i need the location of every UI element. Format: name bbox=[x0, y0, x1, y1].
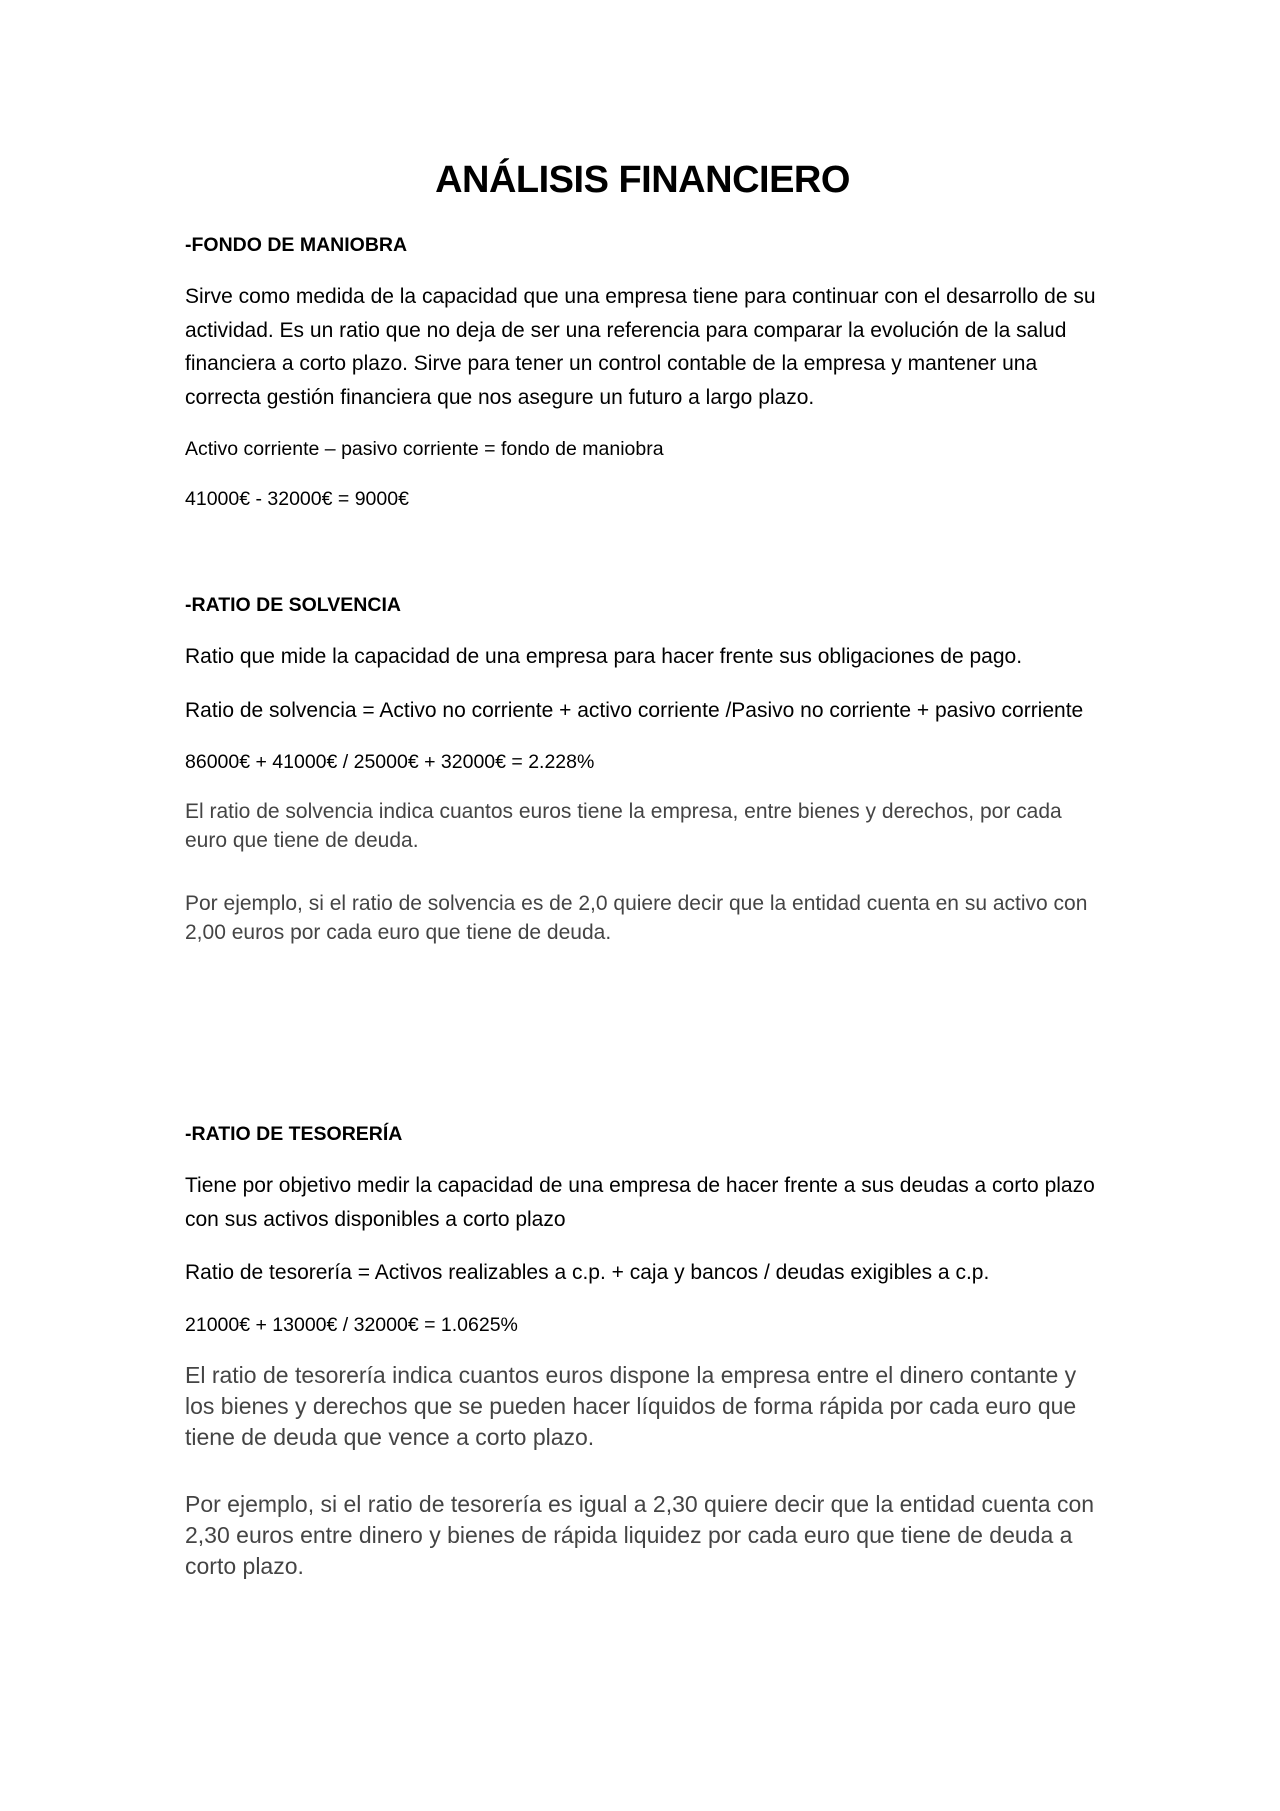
document-title: ANÁLISIS FINANCIERO bbox=[435, 159, 850, 201]
paragraph-explanation: El ratio de tesorería indica cuantos euros dispone la empresa entre el dinero contante y los bienes y derechos que se pueden hacer líquidos de forma rápida por cada euro que tiene de deuda que vence a corto plazo. bbox=[185, 1361, 1077, 1450]
section-heading: -RATIO DE TESORERÍA bbox=[185, 1123, 403, 1145]
section-fondo-de-maniobra bbox=[185, 230, 1100, 514]
spacer bbox=[185, 981, 1100, 1119]
paragraph-definition: Sirve como medida de la capacidad que una empresa tiene para continuar con el desarrollo de su actividad. Es un ratio que no deja de ser una referencia para comparar la evolución de la salud financiera a corto plazo. Sirve para tener un control contable de la empresa y mantener una correcta gestión financiera que nos asegure un futuro a largo plazo. bbox=[185, 285, 1096, 409]
paragraph-calculation: 86000€ + 41000€ / 25000€ + 32000€ = 2.228% bbox=[185, 751, 595, 773]
paragraph-calculation: 21000€ + 13000€ / 32000€ = 1.0625% bbox=[185, 1313, 518, 1336]
paragraph-explanation: El ratio de solvencia indica cuantos euros tiene la empresa, entre bienes y derechos, por cada euro que tiene de deuda. bbox=[185, 800, 1062, 852]
paragraph-example: Por ejemplo, si el ratio de solvencia es de 2,0 quiere decir que la entidad cuenta en su activo con 2,00 euros por cada euro que tiene de deuda. bbox=[185, 892, 1088, 944]
section-ratio-de-solvencia bbox=[185, 590, 1100, 947]
paragraph-definition: Tiene por objetivo medir la capacidad de una empresa de hacer frente a sus deudas a corto plazo con sus activos disponibles a corto plazo bbox=[185, 1174, 1095, 1231]
paragraph-formula: Ratio de solvencia = Activo no corriente + activo corriente /Pasivo no corriente + pasivo corriente bbox=[185, 698, 1084, 722]
paragraph-calculation: 41000€ - 32000€ = 9000€ bbox=[185, 488, 409, 510]
spacer bbox=[185, 534, 1100, 590]
section-ratio-de-tesoreria bbox=[185, 1119, 1100, 1582]
paragraph-definition: Ratio que mide la capacidad de una empresa para hacer frente sus obligaciones de pago. bbox=[185, 645, 1023, 668]
document-body bbox=[185, 150, 1100, 1618]
paragraph-formula: Activo corriente – pasivo corriente = fondo de maniobra bbox=[185, 438, 664, 460]
paragraph-formula: Ratio de tesorería = Activos realizables a c.p. + caja y bancos / deudas exigibles a c.p. bbox=[185, 1261, 990, 1284]
paragraph-example: Por ejemplo, si el ratio de tesorería es igual a 2,30 quiere decir que la entidad cuenta con 2,30 euros entre dinero y bienes de rápida liquidez por cada euro que tiene de deuda a corto plazo. bbox=[185, 1490, 1095, 1579]
section-heading: -FONDO DE MANIOBRA bbox=[185, 234, 408, 256]
section-heading: -RATIO DE SOLVENCIA bbox=[185, 594, 401, 616]
